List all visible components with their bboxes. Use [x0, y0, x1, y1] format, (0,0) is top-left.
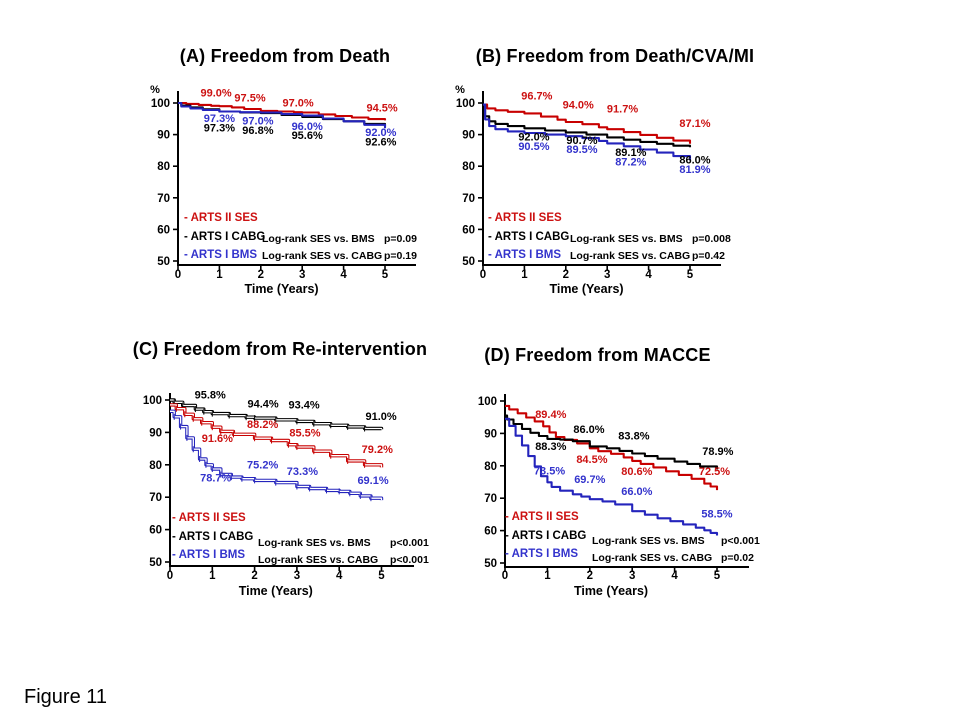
svg-text:97.3%: 97.3% — [203, 122, 236, 135]
svg-text:1: 1 — [216, 269, 223, 281]
svg-text:- ARTS II SES: - ARTS II SES — [184, 212, 258, 224]
value-labels — [195, 390, 397, 487]
svg-text:50: 50 — [484, 558, 497, 570]
svg-text:86.0%: 86.0% — [679, 154, 711, 167]
svg-text:Log-rank SES vs. BMS: Log-rank SES vs. BMS — [258, 537, 371, 549]
legend — [505, 511, 586, 560]
svg-text:75.2%: 75.2% — [247, 459, 279, 472]
svg-text:100: 100 — [477, 396, 497, 408]
svg-text:p=0.02: p=0.02 — [721, 552, 754, 564]
svg-text:94.5%: 94.5% — [366, 102, 398, 115]
svg-text:p=0.008: p=0.008 — [692, 233, 731, 245]
svg-text:69.7%: 69.7% — [574, 473, 606, 486]
svg-text:95.8%: 95.8% — [194, 389, 226, 402]
logrank-stats — [570, 233, 731, 262]
svg-text:85.5%: 85.5% — [289, 427, 321, 440]
svg-text:60: 60 — [462, 224, 475, 237]
svg-text:96.0%: 96.0% — [291, 120, 323, 133]
logrank-stats — [258, 537, 429, 566]
svg-text:1: 1 — [521, 269, 528, 281]
value-labels — [518, 91, 710, 177]
panel-death-cva-mi-chart — [445, 78, 775, 315]
svg-text:90: 90 — [462, 129, 475, 142]
svg-text:2: 2 — [251, 570, 258, 582]
svg-text:89.1%: 89.1% — [615, 147, 647, 160]
svg-text:70: 70 — [484, 493, 497, 506]
svg-text:Log-rank SES vs. CABG: Log-rank SES vs. CABG — [592, 552, 713, 564]
svg-text:73.3%: 73.3% — [286, 465, 319, 478]
svg-text:5: 5 — [713, 570, 721, 582]
svg-text:80: 80 — [149, 459, 162, 472]
legend — [488, 212, 569, 261]
svg-text:p=0.42: p=0.42 — [692, 250, 725, 262]
svg-text:3: 3 — [603, 269, 611, 281]
svg-text:p<0.001: p<0.001 — [390, 537, 429, 549]
legend — [172, 512, 253, 561]
svg-text:100: 100 — [150, 98, 170, 110]
svg-text:3: 3 — [293, 570, 301, 582]
svg-text:Time (Years): Time (Years) — [244, 282, 319, 296]
svg-text:3: 3 — [298, 269, 306, 281]
panel-reintervention-chart — [130, 388, 475, 618]
svg-text:4: 4 — [335, 570, 343, 582]
svg-text:1: 1 — [209, 570, 216, 582]
svg-text:1: 1 — [544, 570, 551, 582]
axes — [143, 393, 414, 598]
svg-text:94.4%: 94.4% — [247, 398, 279, 411]
svg-text:2: 2 — [257, 269, 265, 281]
svg-text:92.0%: 92.0% — [365, 127, 397, 140]
svg-text:60: 60 — [157, 224, 170, 237]
svg-text:p<0.001: p<0.001 — [390, 554, 429, 566]
svg-text:- ARTS I BMS: - ARTS I BMS — [505, 548, 579, 560]
panel-death-chart — [140, 78, 470, 315]
panel-death-title: (A) Freedom from Death — [179, 46, 391, 66]
svg-text:- ARTS II SES: - ARTS II SES — [488, 212, 562, 224]
svg-text:80: 80 — [484, 460, 497, 473]
svg-text:5: 5 — [381, 269, 389, 281]
svg-text:80.6%: 80.6% — [621, 465, 653, 478]
svg-text:70: 70 — [149, 492, 162, 505]
svg-text:89.5%: 89.5% — [566, 143, 598, 156]
svg-text:%: % — [150, 84, 160, 96]
svg-text:97.0%: 97.0% — [282, 97, 314, 110]
svg-text:0: 0 — [479, 269, 487, 281]
svg-text:0: 0 — [174, 269, 182, 281]
svg-text:87.1%: 87.1% — [679, 118, 711, 131]
svg-text:Time (Years): Time (Years) — [238, 584, 313, 598]
svg-text:97.3%: 97.3% — [203, 112, 236, 125]
svg-text:100: 100 — [142, 395, 162, 407]
svg-text:- ARTS II SES: - ARTS II SES — [505, 511, 579, 523]
svg-text:73.5%: 73.5% — [533, 465, 566, 478]
svg-text:91.6%: 91.6% — [201, 433, 233, 446]
svg-text:97.0%: 97.0% — [242, 115, 274, 128]
svg-text:95.6%: 95.6% — [291, 130, 323, 143]
logrank-stats — [592, 535, 760, 564]
svg-text:Time (Years): Time (Years) — [549, 282, 624, 296]
legend — [184, 212, 265, 261]
axes — [455, 84, 721, 296]
svg-text:81.9%: 81.9% — [679, 164, 711, 177]
panel-death-cva-mi-title: (B) Freedom from Death/CVA/MI — [475, 46, 755, 66]
svg-text:90: 90 — [157, 129, 170, 142]
svg-text:p<0.001: p<0.001 — [721, 535, 760, 547]
svg-text:4: 4 — [645, 269, 652, 281]
svg-text:66.0%: 66.0% — [621, 485, 653, 498]
svg-text:4: 4 — [671, 570, 678, 582]
svg-text:58.5%: 58.5% — [701, 508, 733, 521]
svg-text:90: 90 — [484, 428, 497, 441]
panel-reintervention-title: (C) Freedom from Re-intervention — [132, 339, 428, 359]
svg-text:89.4%: 89.4% — [535, 408, 567, 421]
svg-text:99.0%: 99.0% — [200, 87, 232, 100]
svg-text:p=0.19: p=0.19 — [384, 250, 417, 262]
svg-text:80: 80 — [462, 161, 475, 174]
svg-text:88.2%: 88.2% — [247, 419, 279, 432]
svg-text:94.0%: 94.0% — [562, 99, 594, 112]
svg-text:2: 2 — [562, 269, 570, 281]
svg-text:100: 100 — [455, 98, 475, 110]
svg-text:83.8%: 83.8% — [618, 430, 650, 443]
svg-text:0: 0 — [166, 570, 174, 582]
svg-text:87.2%: 87.2% — [615, 156, 647, 169]
svg-text:72.5%: 72.5% — [698, 465, 731, 478]
svg-text:- ARTS I BMS: - ARTS I BMS — [184, 249, 258, 261]
svg-text:70: 70 — [157, 192, 170, 205]
svg-text:Log-rank SES vs. CABG: Log-rank SES vs. CABG — [258, 554, 379, 566]
svg-text:88.3%: 88.3% — [535, 440, 567, 453]
svg-text:- ARTS II SES: - ARTS II SES — [172, 512, 246, 524]
svg-text:- ARTS I CABG: - ARTS I CABG — [505, 530, 587, 542]
svg-text:5: 5 — [686, 269, 694, 281]
svg-text:69.1%: 69.1% — [357, 474, 389, 487]
svg-text:5: 5 — [378, 570, 385, 582]
svg-text:- ARTS I BMS: - ARTS I BMS — [172, 549, 246, 561]
svg-text:- ARTS I CABG: - ARTS I CABG — [172, 531, 254, 543]
svg-text:90.5%: 90.5% — [518, 140, 550, 153]
svg-text:79.2%: 79.2% — [361, 444, 393, 457]
svg-text:Log-rank SES vs. BMS: Log-rank SES vs. BMS — [592, 535, 705, 547]
svg-text:97.5%: 97.5% — [234, 92, 266, 105]
svg-text:50: 50 — [149, 557, 162, 569]
svg-text:- ARTS I CABG: - ARTS I CABG — [184, 231, 266, 243]
svg-text:50: 50 — [157, 256, 170, 268]
svg-text:92.0%: 92.0% — [518, 131, 550, 144]
svg-text:90.7%: 90.7% — [566, 134, 598, 147]
svg-text:0: 0 — [501, 570, 509, 582]
svg-text:- ARTS I CABG: - ARTS I CABG — [488, 231, 570, 243]
value-labels — [534, 409, 734, 521]
svg-text:92.6%: 92.6% — [365, 136, 397, 149]
series — [170, 399, 382, 501]
svg-text:70: 70 — [462, 192, 475, 205]
svg-text:Log-rank SES vs. CABG: Log-rank SES vs. CABG — [570, 250, 691, 262]
panel-macce-title: (D) Freedom from MACCE — [484, 345, 711, 365]
svg-text:93.4%: 93.4% — [288, 399, 320, 412]
svg-text:96.8%: 96.8% — [242, 124, 274, 137]
svg-text:91.7%: 91.7% — [606, 103, 639, 116]
figure-label: Figure 11 — [24, 686, 108, 708]
svg-text:60: 60 — [484, 525, 497, 538]
svg-text:50: 50 — [462, 256, 475, 268]
svg-text:Log-rank SES vs. CABG: Log-rank SES vs. CABG — [262, 250, 383, 262]
svg-text:3: 3 — [628, 570, 636, 582]
svg-text:Time (Years): Time (Years) — [573, 584, 649, 598]
svg-text:91.0%: 91.0% — [365, 410, 397, 423]
svg-text:60: 60 — [149, 524, 162, 537]
logrank-stats — [262, 233, 417, 262]
svg-text:86.0%: 86.0% — [573, 423, 605, 436]
svg-text:%: % — [455, 84, 465, 96]
svg-text:4: 4 — [340, 269, 347, 281]
svg-text:Log-rank SES vs. BMS: Log-rank SES vs. BMS — [570, 233, 683, 245]
panel-macce-chart — [465, 388, 810, 618]
svg-text:- ARTS I BMS: - ARTS I BMS — [488, 249, 562, 261]
svg-text:84.5%: 84.5% — [576, 453, 608, 466]
svg-text:96.7%: 96.7% — [521, 90, 553, 103]
svg-text:80: 80 — [157, 161, 170, 174]
svg-text:p=0.09: p=0.09 — [384, 233, 417, 245]
svg-text:78.9%: 78.9% — [702, 446, 734, 459]
svg-text:90: 90 — [149, 427, 162, 440]
svg-text:78.7%: 78.7% — [200, 472, 232, 485]
svg-text:2: 2 — [586, 570, 594, 582]
svg-text:Log-rank SES vs. BMS: Log-rank SES vs. BMS — [262, 233, 375, 245]
